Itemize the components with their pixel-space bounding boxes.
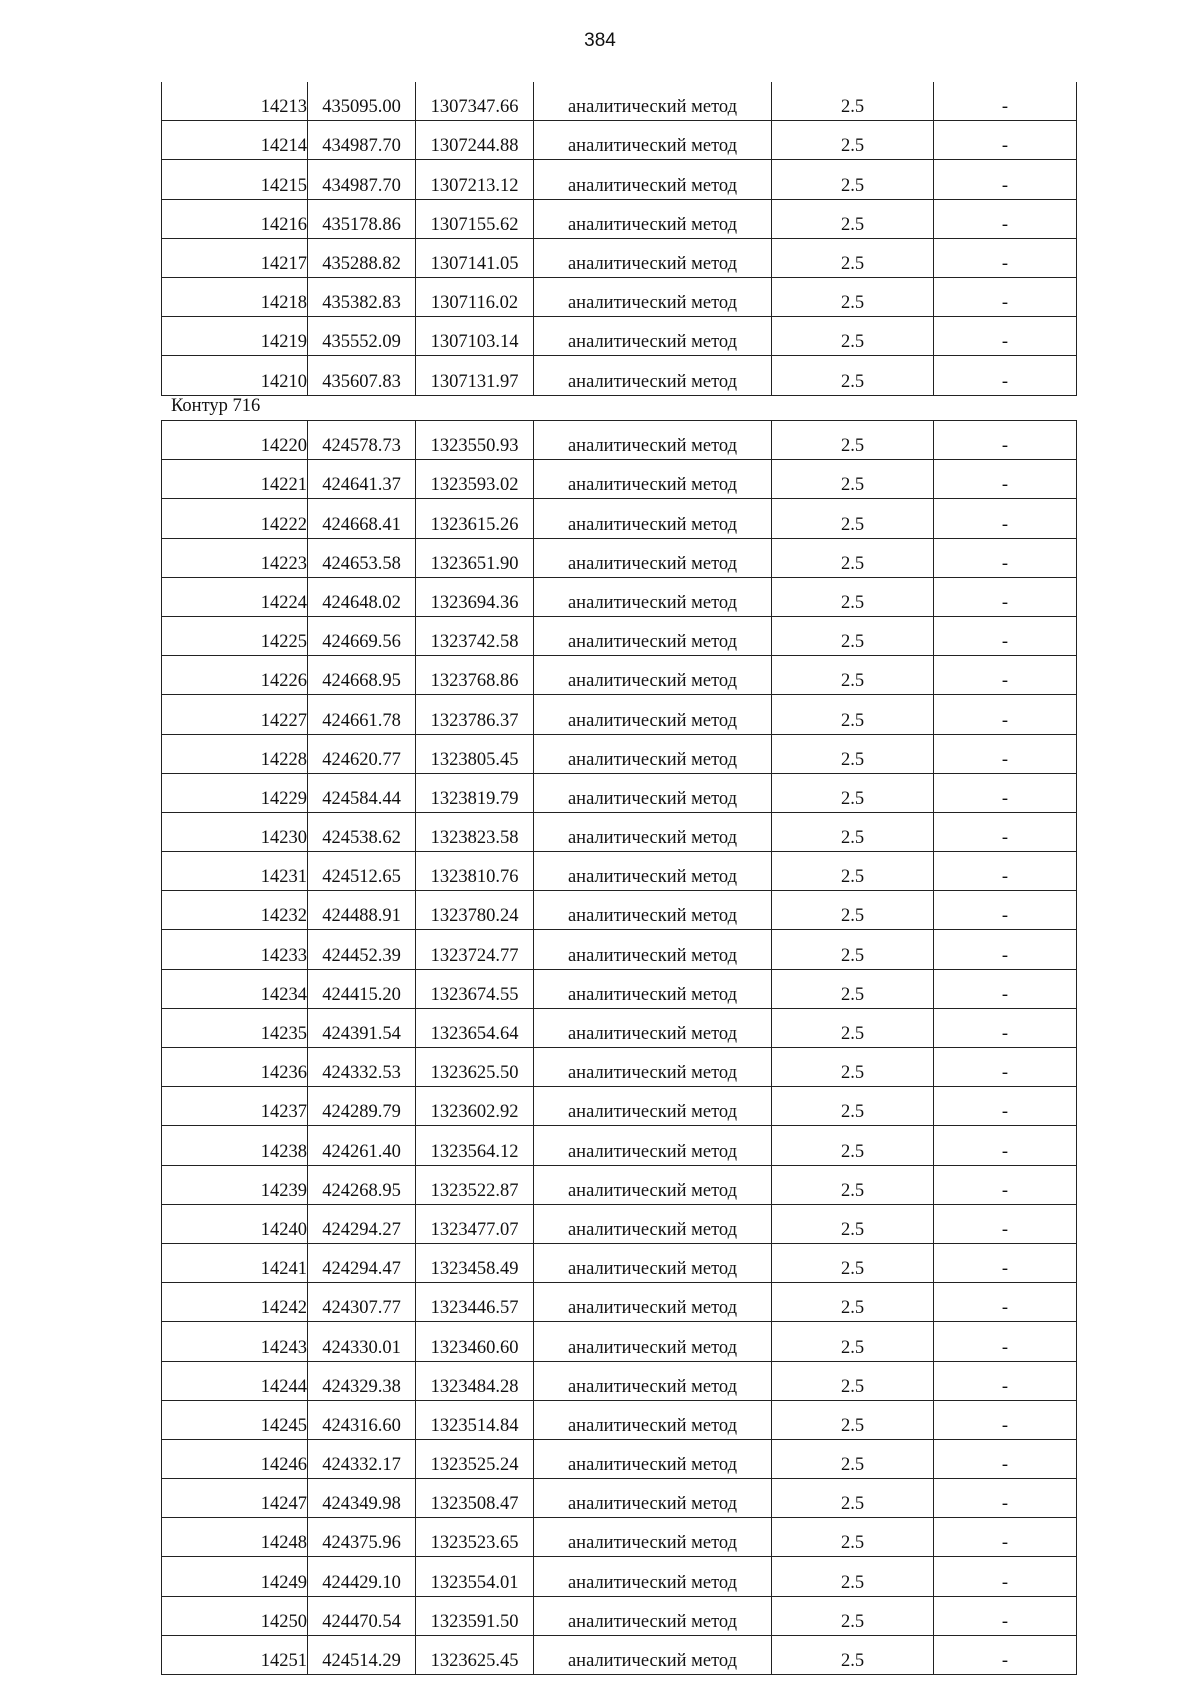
method-cell: аналитический метод — [534, 1048, 772, 1087]
table-row — [162, 930, 1077, 969]
point-number-cell: 14210 — [162, 356, 308, 395]
accuracy-cell: 2.5 — [772, 421, 934, 460]
table-row — [162, 121, 1077, 160]
accuracy-cell: 2.5 — [772, 1635, 934, 1674]
note-cell: - — [934, 930, 1077, 969]
method-cell: аналитический метод — [534, 160, 772, 199]
method-cell: аналитический метод — [534, 1635, 772, 1674]
x-coordinate-cell: 424332.17 — [308, 1439, 416, 1478]
accuracy-cell: 2.5 — [772, 1048, 934, 1087]
accuracy-cell: 2.5 — [772, 277, 934, 316]
note-cell: - — [934, 499, 1077, 538]
coordinates-table-body — [162, 421, 1077, 1675]
point-number-cell: 14240 — [162, 1204, 308, 1243]
accuracy-cell: 2.5 — [772, 1087, 934, 1126]
note-cell: - — [934, 1008, 1077, 1047]
table-row — [162, 356, 1077, 395]
y-coordinate-cell: 1307347.66 — [416, 82, 534, 121]
note-cell: - — [934, 891, 1077, 930]
table-row — [162, 277, 1077, 316]
note-cell: - — [934, 577, 1077, 616]
table-row — [162, 1479, 1077, 1518]
note-cell: - — [934, 1322, 1077, 1361]
table-row — [162, 1635, 1077, 1674]
note-cell: - — [934, 1165, 1077, 1204]
accuracy-cell: 2.5 — [772, 1283, 934, 1322]
accuracy-cell: 2.5 — [772, 317, 934, 356]
table-row — [162, 969, 1077, 1008]
y-coordinate-cell: 1323694.36 — [416, 577, 534, 616]
accuracy-cell: 2.5 — [772, 1557, 934, 1596]
point-number-cell: 14248 — [162, 1518, 308, 1557]
point-number-cell: 14233 — [162, 930, 308, 969]
y-coordinate-cell: 1323458.49 — [416, 1243, 534, 1282]
point-number-cell: 14237 — [162, 1087, 308, 1126]
method-cell: аналитический метод — [534, 356, 772, 395]
x-coordinate-cell: 435552.09 — [308, 317, 416, 356]
table-row — [162, 1400, 1077, 1439]
table-row — [162, 460, 1077, 499]
y-coordinate-cell: 1323805.45 — [416, 734, 534, 773]
y-coordinate-cell: 1323819.79 — [416, 773, 534, 812]
method-cell: аналитический метод — [534, 1204, 772, 1243]
note-cell: - — [934, 773, 1077, 812]
accuracy-cell: 2.5 — [772, 82, 934, 121]
note-cell: - — [934, 1557, 1077, 1596]
method-cell: аналитический метод — [534, 1087, 772, 1126]
point-number-cell: 14219 — [162, 317, 308, 356]
coordinates-table-continued — [161, 82, 1077, 396]
y-coordinate-cell: 1323810.76 — [416, 852, 534, 891]
accuracy-cell: 2.5 — [772, 773, 934, 812]
table-row — [162, 1361, 1077, 1400]
y-coordinate-cell: 1323768.86 — [416, 656, 534, 695]
table-row — [162, 1518, 1077, 1557]
y-coordinate-cell: 1323602.92 — [416, 1087, 534, 1126]
method-cell: аналитический метод — [534, 656, 772, 695]
point-number-cell: 14220 — [162, 421, 308, 460]
y-coordinate-cell: 1323654.64 — [416, 1008, 534, 1047]
method-cell: аналитический метод — [534, 82, 772, 121]
x-coordinate-cell: 434987.70 — [308, 160, 416, 199]
note-cell: - — [934, 82, 1077, 121]
accuracy-cell: 2.5 — [772, 538, 934, 577]
accuracy-cell: 2.5 — [772, 577, 934, 616]
x-coordinate-cell: 435382.83 — [308, 277, 416, 316]
note-cell: - — [934, 1400, 1077, 1439]
table-row — [162, 1204, 1077, 1243]
table-row — [162, 499, 1077, 538]
y-coordinate-cell: 1323625.45 — [416, 1635, 534, 1674]
method-cell: аналитический метод — [534, 1322, 772, 1361]
x-coordinate-cell: 424669.56 — [308, 616, 416, 655]
accuracy-cell: 2.5 — [772, 1165, 934, 1204]
y-coordinate-cell: 1323786.37 — [416, 695, 534, 734]
point-number-cell: 14238 — [162, 1126, 308, 1165]
note-cell: - — [934, 356, 1077, 395]
y-coordinate-cell: 1307155.62 — [416, 199, 534, 238]
y-coordinate-cell: 1323477.07 — [416, 1204, 534, 1243]
accuracy-cell: 2.5 — [772, 1204, 934, 1243]
table-row — [162, 852, 1077, 891]
accuracy-cell: 2.5 — [772, 1322, 934, 1361]
note-cell: - — [934, 421, 1077, 460]
table-row — [162, 1126, 1077, 1165]
x-coordinate-cell: 424294.27 — [308, 1204, 416, 1243]
table-row — [162, 1322, 1077, 1361]
note-cell: - — [934, 1479, 1077, 1518]
note-cell: - — [934, 1518, 1077, 1557]
point-number-cell: 14232 — [162, 891, 308, 930]
method-cell: аналитический метод — [534, 695, 772, 734]
note-cell: - — [934, 199, 1077, 238]
y-coordinate-cell: 1323514.84 — [416, 1400, 534, 1439]
point-number-cell: 14239 — [162, 1165, 308, 1204]
table-row — [162, 891, 1077, 930]
x-coordinate-cell: 424641.37 — [308, 460, 416, 499]
x-coordinate-cell: 424307.77 — [308, 1283, 416, 1322]
method-cell: аналитический метод — [534, 1243, 772, 1282]
point-number-cell: 14241 — [162, 1243, 308, 1282]
x-coordinate-cell: 424584.44 — [308, 773, 416, 812]
point-number-cell: 14230 — [162, 812, 308, 851]
x-coordinate-cell: 424294.47 — [308, 1243, 416, 1282]
point-number-cell: 14213 — [162, 82, 308, 121]
table-row — [162, 1243, 1077, 1282]
table-row — [162, 616, 1077, 655]
method-cell: аналитический метод — [534, 499, 772, 538]
x-coordinate-cell: 424538.62 — [308, 812, 416, 851]
point-number-cell: 14242 — [162, 1283, 308, 1322]
note-cell: - — [934, 656, 1077, 695]
x-coordinate-cell: 424512.65 — [308, 852, 416, 891]
note-cell: - — [934, 1204, 1077, 1243]
accuracy-cell: 2.5 — [772, 1008, 934, 1047]
x-coordinate-cell: 424415.20 — [308, 969, 416, 1008]
method-cell: аналитический метод — [534, 1400, 772, 1439]
page-number: 384 — [584, 30, 616, 51]
x-coordinate-cell: 424332.53 — [308, 1048, 416, 1087]
note-cell: - — [934, 317, 1077, 356]
note-cell: - — [934, 460, 1077, 499]
table-row — [162, 695, 1077, 734]
x-coordinate-cell: 424268.95 — [308, 1165, 416, 1204]
accuracy-cell: 2.5 — [772, 1518, 934, 1557]
accuracy-cell: 2.5 — [772, 852, 934, 891]
method-cell: аналитический метод — [534, 1518, 772, 1557]
accuracy-cell: 2.5 — [772, 1479, 934, 1518]
point-number-cell: 14229 — [162, 773, 308, 812]
y-coordinate-cell: 1323651.90 — [416, 538, 534, 577]
note-cell: - — [934, 1361, 1077, 1400]
accuracy-cell: 2.5 — [772, 1361, 934, 1400]
table-row — [162, 1283, 1077, 1322]
accuracy-cell: 2.5 — [772, 460, 934, 499]
method-cell: аналитический метод — [534, 734, 772, 773]
y-coordinate-cell: 1323564.12 — [416, 1126, 534, 1165]
y-coordinate-cell: 1323591.50 — [416, 1596, 534, 1635]
x-coordinate-cell: 424470.54 — [308, 1596, 416, 1635]
method-cell: аналитический метод — [534, 852, 772, 891]
method-cell: аналитический метод — [534, 421, 772, 460]
y-coordinate-cell: 1307116.02 — [416, 277, 534, 316]
method-cell: аналитический метод — [534, 460, 772, 499]
method-cell: аналитический метод — [534, 277, 772, 316]
point-number-cell: 14245 — [162, 1400, 308, 1439]
accuracy-cell: 2.5 — [772, 656, 934, 695]
y-coordinate-cell: 1323522.87 — [416, 1165, 534, 1204]
accuracy-cell: 2.5 — [772, 1126, 934, 1165]
x-coordinate-cell: 424620.77 — [308, 734, 416, 773]
accuracy-cell: 2.5 — [772, 969, 934, 1008]
point-number-cell: 14247 — [162, 1479, 308, 1518]
accuracy-cell: 2.5 — [772, 1243, 934, 1282]
method-cell: аналитический метод — [534, 199, 772, 238]
accuracy-cell: 2.5 — [772, 1596, 934, 1635]
x-coordinate-cell: 424452.39 — [308, 930, 416, 969]
contour-label: Контур 716 — [171, 396, 261, 416]
note-cell: - — [934, 1439, 1077, 1478]
method-cell: аналитический метод — [534, 812, 772, 851]
y-coordinate-cell: 1323625.50 — [416, 1048, 534, 1087]
accuracy-cell: 2.5 — [772, 1439, 934, 1478]
method-cell: аналитический метод — [534, 969, 772, 1008]
x-coordinate-cell: 424429.10 — [308, 1557, 416, 1596]
accuracy-cell: 2.5 — [772, 1400, 934, 1439]
accuracy-cell: 2.5 — [772, 695, 934, 734]
accuracy-cell: 2.5 — [772, 616, 934, 655]
accuracy-cell: 2.5 — [772, 891, 934, 930]
point-number-cell: 14251 — [162, 1635, 308, 1674]
point-number-cell: 14214 — [162, 121, 308, 160]
accuracy-cell: 2.5 — [772, 121, 934, 160]
method-cell: аналитический метод — [534, 891, 772, 930]
table-row — [162, 734, 1077, 773]
y-coordinate-cell: 1323615.26 — [416, 499, 534, 538]
x-coordinate-cell: 424661.78 — [308, 695, 416, 734]
table-row — [162, 1165, 1077, 1204]
table-row — [162, 1008, 1077, 1047]
coordinates-table-contour-716 — [161, 420, 1077, 1675]
table-row — [162, 421, 1077, 460]
x-coordinate-cell: 424289.79 — [308, 1087, 416, 1126]
point-number-cell: 14243 — [162, 1322, 308, 1361]
note-cell: - — [934, 238, 1077, 277]
y-coordinate-cell: 1323742.58 — [416, 616, 534, 655]
y-coordinate-cell: 1323593.02 — [416, 460, 534, 499]
x-coordinate-cell: 424578.73 — [308, 421, 416, 460]
point-number-cell: 14223 — [162, 538, 308, 577]
y-coordinate-cell: 1307131.97 — [416, 356, 534, 395]
y-coordinate-cell: 1323523.65 — [416, 1518, 534, 1557]
note-cell: - — [934, 695, 1077, 734]
note-cell: - — [934, 1596, 1077, 1635]
note-cell: - — [934, 160, 1077, 199]
note-cell: - — [934, 538, 1077, 577]
table-row — [162, 812, 1077, 851]
point-number-cell: 14234 — [162, 969, 308, 1008]
y-coordinate-cell: 1323446.57 — [416, 1283, 534, 1322]
y-coordinate-cell: 1323554.01 — [416, 1557, 534, 1596]
accuracy-cell: 2.5 — [772, 734, 934, 773]
point-number-cell: 14216 — [162, 199, 308, 238]
method-cell: аналитический метод — [534, 1008, 772, 1047]
note-cell: - — [934, 1087, 1077, 1126]
note-cell: - — [934, 812, 1077, 851]
y-coordinate-cell: 1323525.24 — [416, 1439, 534, 1478]
method-cell: аналитический метод — [534, 238, 772, 277]
accuracy-cell: 2.5 — [772, 812, 934, 851]
x-coordinate-cell: 424329.38 — [308, 1361, 416, 1400]
note-cell: - — [934, 121, 1077, 160]
point-number-cell: 14222 — [162, 499, 308, 538]
accuracy-cell: 2.5 — [772, 930, 934, 969]
point-number-cell: 14246 — [162, 1439, 308, 1478]
y-coordinate-cell: 1323780.24 — [416, 891, 534, 930]
note-cell: - — [934, 616, 1077, 655]
accuracy-cell: 2.5 — [772, 499, 934, 538]
note-cell: - — [934, 277, 1077, 316]
point-number-cell: 14235 — [162, 1008, 308, 1047]
x-coordinate-cell: 424375.96 — [308, 1518, 416, 1557]
x-coordinate-cell: 424668.95 — [308, 656, 416, 695]
y-coordinate-cell: 1307103.14 — [416, 317, 534, 356]
method-cell: аналитический метод — [534, 616, 772, 655]
x-coordinate-cell: 434987.70 — [308, 121, 416, 160]
y-coordinate-cell: 1323674.55 — [416, 969, 534, 1008]
table-row — [162, 773, 1077, 812]
accuracy-cell: 2.5 — [772, 199, 934, 238]
method-cell: аналитический метод — [534, 1557, 772, 1596]
x-coordinate-cell: 424514.29 — [308, 1635, 416, 1674]
note-cell: - — [934, 1126, 1077, 1165]
point-number-cell: 14249 — [162, 1557, 308, 1596]
point-number-cell: 14236 — [162, 1048, 308, 1087]
y-coordinate-cell: 1323460.60 — [416, 1322, 534, 1361]
point-number-cell: 14227 — [162, 695, 308, 734]
method-cell: аналитический метод — [534, 577, 772, 616]
y-coordinate-cell: 1307244.88 — [416, 121, 534, 160]
method-cell: аналитический метод — [534, 1283, 772, 1322]
method-cell: аналитический метод — [534, 773, 772, 812]
table-row — [162, 577, 1077, 616]
method-cell: аналитический метод — [534, 1361, 772, 1400]
y-coordinate-cell: 1323823.58 — [416, 812, 534, 851]
table-row — [162, 238, 1077, 277]
x-coordinate-cell: 435288.82 — [308, 238, 416, 277]
point-number-cell: 14221 — [162, 460, 308, 499]
table-row — [162, 538, 1077, 577]
coordinates-table-body — [162, 82, 1077, 395]
table-row — [162, 1557, 1077, 1596]
y-coordinate-cell: 1323484.28 — [416, 1361, 534, 1400]
table-row — [162, 1439, 1077, 1478]
y-coordinate-cell: 1323724.77 — [416, 930, 534, 969]
table-row — [162, 656, 1077, 695]
point-number-cell: 14226 — [162, 656, 308, 695]
x-coordinate-cell: 435095.00 — [308, 82, 416, 121]
accuracy-cell: 2.5 — [772, 356, 934, 395]
table-row — [162, 82, 1077, 121]
x-coordinate-cell: 424648.02 — [308, 577, 416, 616]
note-cell: - — [934, 1243, 1077, 1282]
point-number-cell: 14250 — [162, 1596, 308, 1635]
table-row — [162, 1596, 1077, 1635]
point-number-cell: 14215 — [162, 160, 308, 199]
x-coordinate-cell: 424330.01 — [308, 1322, 416, 1361]
note-cell: - — [934, 852, 1077, 891]
x-coordinate-cell: 435178.86 — [308, 199, 416, 238]
x-coordinate-cell: 424668.41 — [308, 499, 416, 538]
method-cell: аналитический метод — [534, 1439, 772, 1478]
note-cell: - — [934, 1283, 1077, 1322]
x-coordinate-cell: 424391.54 — [308, 1008, 416, 1047]
table-row — [162, 199, 1077, 238]
table-row — [162, 1087, 1077, 1126]
y-coordinate-cell: 1307213.12 — [416, 160, 534, 199]
method-cell: аналитический метод — [534, 1596, 772, 1635]
x-coordinate-cell: 424316.60 — [308, 1400, 416, 1439]
table-row — [162, 160, 1077, 199]
point-number-cell: 14224 — [162, 577, 308, 616]
method-cell: аналитический метод — [534, 1479, 772, 1518]
method-cell: аналитический метод — [534, 121, 772, 160]
table-row — [162, 1048, 1077, 1087]
method-cell: аналитический метод — [534, 317, 772, 356]
note-cell: - — [934, 969, 1077, 1008]
note-cell: - — [934, 1635, 1077, 1674]
point-number-cell: 14228 — [162, 734, 308, 773]
x-coordinate-cell: 424488.91 — [308, 891, 416, 930]
note-cell: - — [934, 1048, 1077, 1087]
accuracy-cell: 2.5 — [772, 238, 934, 277]
method-cell: аналитический метод — [534, 538, 772, 577]
y-coordinate-cell: 1323508.47 — [416, 1479, 534, 1518]
y-coordinate-cell: 1307141.05 — [416, 238, 534, 277]
point-number-cell: 14244 — [162, 1361, 308, 1400]
y-coordinate-cell: 1323550.93 — [416, 421, 534, 460]
point-number-cell: 14217 — [162, 238, 308, 277]
note-cell: - — [934, 734, 1077, 773]
point-number-cell: 14218 — [162, 277, 308, 316]
table-row — [162, 317, 1077, 356]
point-number-cell: 14225 — [162, 616, 308, 655]
method-cell: аналитический метод — [534, 1126, 772, 1165]
x-coordinate-cell: 424261.40 — [308, 1126, 416, 1165]
x-coordinate-cell: 424653.58 — [308, 538, 416, 577]
accuracy-cell: 2.5 — [772, 160, 934, 199]
method-cell: аналитический метод — [534, 930, 772, 969]
method-cell: аналитический метод — [534, 1165, 772, 1204]
point-number-cell: 14231 — [162, 852, 308, 891]
x-coordinate-cell: 435607.83 — [308, 356, 416, 395]
x-coordinate-cell: 424349.98 — [308, 1479, 416, 1518]
